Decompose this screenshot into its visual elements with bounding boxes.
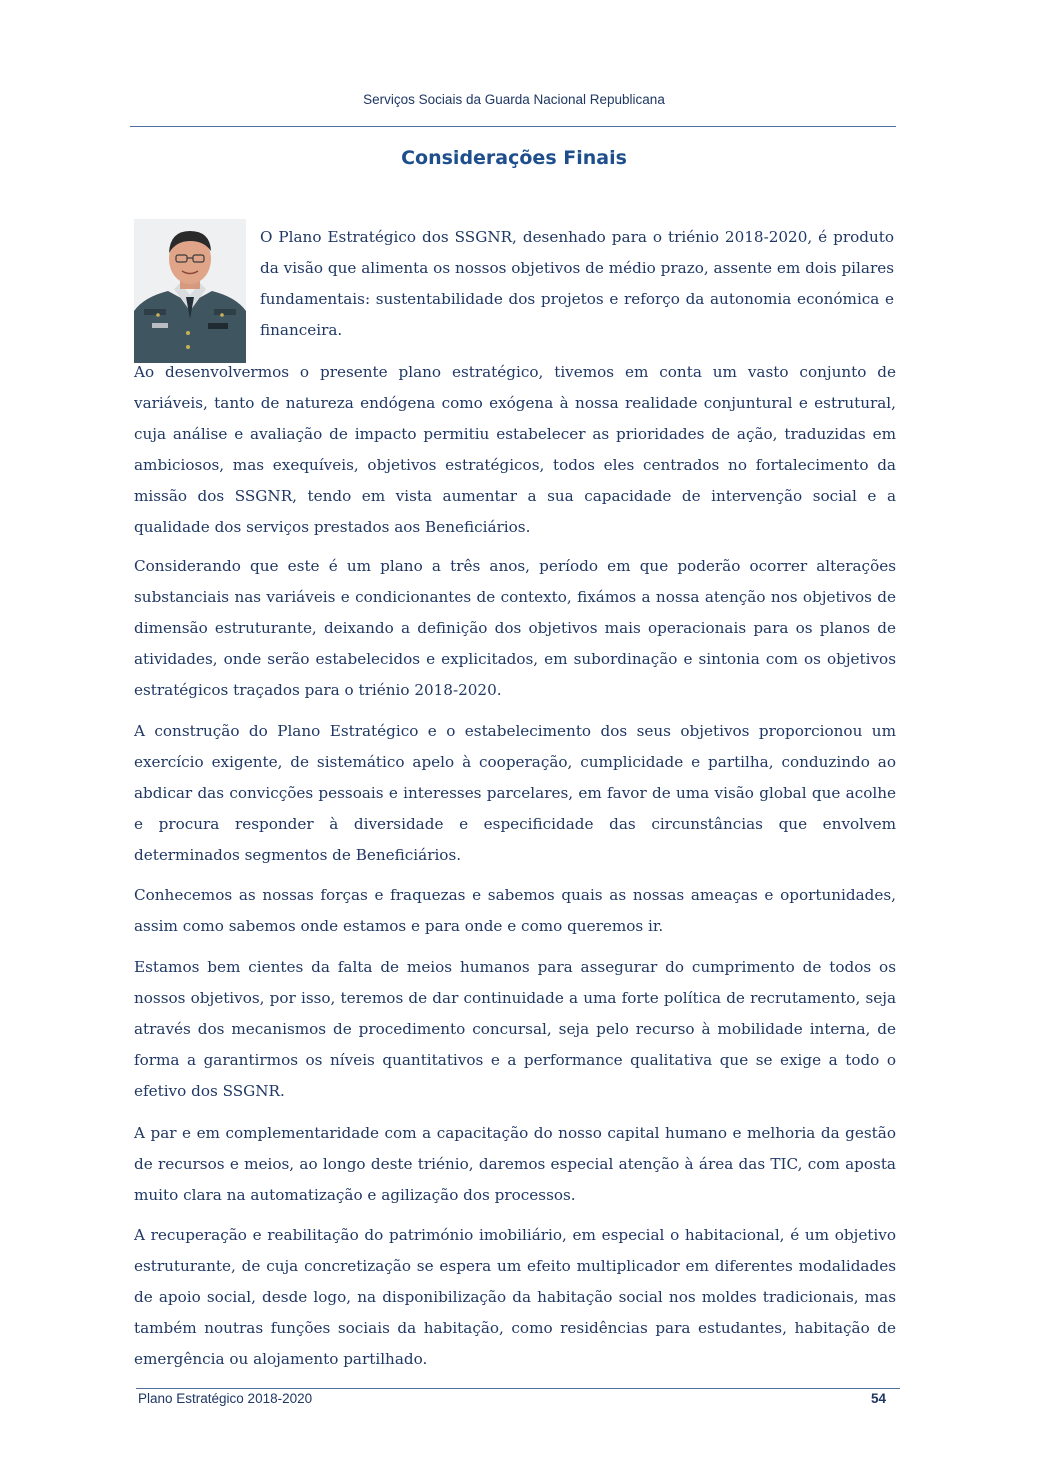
footer-divider (136, 1388, 900, 1389)
paragraph: A construção do Plano Estratégico e o estabelecimento dos seus objetivos proporcionou um exercício exigente, de sistemático apelo à cooperação, cumplicidade e partilha, conduzindo ao abdicar das convicções pessoais e interesses parcelares, em favor de uma visão global que acolhe e procura responder à diversidade e especificidade das circunstâncias que envolvem determinados segmentos de Beneficiários. (134, 722, 896, 864)
header-divider (130, 126, 896, 127)
paragraph: Conhecemos as nossas forças e fraquezas e sabemos quais as nossas ameaças e oportunidades, assim como sabemos onde estamos e para onde e como queremos ir. (134, 886, 896, 935)
paragraph: A par e em complementaridade com a capacitação do nosso capital humano e melhoria da gestão de recursos e meios, ao longo deste triénio, daremos especial atenção à área das TIC, com aposta muito clara na automatização e agilização dos processos. (134, 1124, 896, 1204)
paragraph: A recuperação e reabilitação do património imobiliário, em especial o habitacional, é um objetivo estruturante, de cuja concretização se espera um efeito multiplicador em diferentes modalidades de apoio social, desde logo, na disponibilização da habitação social nos moldes tradicionais, mas também noutras funções sociais da habitação, como residências para estudantes, habitação de emergência ou alojamento partilhado. (134, 1226, 896, 1368)
footer-document-title: Plano Estratégico 2018-2020 (138, 1391, 313, 1406)
page-number: 54 (870, 1391, 886, 1406)
paragraph-intro: O Plano Estratégico dos SSGNR, desenhado para o triénio 2018-2020, é produto da visão que alimenta os nossos objetivos de médio prazo, assente em dois pilares fundamentais: sustentabilidade dos projetos e reforço da autonomia económica e financeira. (260, 228, 894, 339)
paragraph: Estamos bem cientes da falta de meios humanos para assegurar do cumprimento de todos os nossos objetivos, por isso, teremos de dar continuidade a uma forte política de recrutamento, seja através dos mecanismos de procedimento concursal, seja pelo recurso à mobilidade interna, de forma a garantirmos os níveis quantitativos e a performance qualitativa que se exige a todo o efetivo dos SSGNR. (134, 958, 896, 1100)
paragraph: Considerando que este é um plano a três anos, período em que poderão ocorrer alterações substanciais nas variáveis e condicionantes de contexto, fixámos a nossa atenção nos objetivos de dimensão estruturante, deixando a definição dos objetivos mais operacionais para os planos de atividades, onde serão estabelecidos e explicitados, em subordinação e sintonia com os objetivos estratégicos traçados para o triénio 2018-2020. (134, 557, 896, 699)
section-title: Considerações Finais (401, 147, 627, 169)
portrait-photo (134, 219, 246, 363)
running-header: Serviços Sociais da Guarda Nacional Republicana (363, 92, 665, 107)
paragraph: Ao desenvolvermos o presente plano estratégico, tivemos em conta um vasto conjunto de variáveis, tanto de natureza endógena como exógena à nossa realidade conjuntural e estrutural, cuja análise e avaliação de impacto permitiu estabelecer as prioridades de ação, traduzidas em ambiciosos, mas exequíveis, objetivos estratégicos, todos eles centrados no fortalecimento da missão dos SSGNR, tendo em vista aumentar a sua capacidade de intervenção social e a qualidade dos serviços prestados aos Beneficiários. (134, 363, 896, 536)
